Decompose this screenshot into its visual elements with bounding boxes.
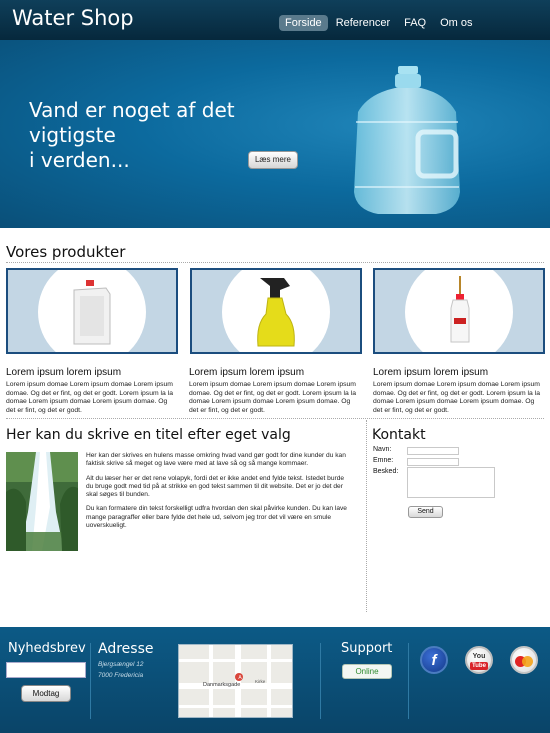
content-divider [6, 418, 544, 419]
svg-text:A: A [238, 675, 242, 681]
products-divider [6, 262, 544, 263]
mastercard-orange-circle [522, 656, 533, 667]
main-nav [279, 15, 481, 31]
address-text [98, 659, 144, 681]
canister-icon [68, 280, 118, 346]
read-more-button[interactable]: Læs mere [248, 151, 298, 169]
support-title: Support [341, 641, 393, 656]
footer-divider [320, 643, 321, 719]
message-label: Besked: [373, 468, 399, 475]
newsletter-email-input[interactable] [6, 662, 86, 678]
spray-bottle-icon [250, 274, 302, 350]
article-paragraph-2: Alt du læser her er det rene volapyk, fordi det er ikke andet end fylde tekst. Istedet burde du bruge godt med tid på at strikke en god tekst sammen til dit website. Det er jo det der skal søges til bunden. [86, 474, 345, 499]
map-street-label: Danmarksgade [203, 682, 241, 688]
address-city: 7000 Fredericia [98, 672, 144, 679]
message-field[interactable] [407, 467, 495, 498]
product-desc-3: Lorem ipsum domae Lorem ipsum domae Lorem ipsum domae. Og det er fint, og det er godt. Lorem ipsum la la domae Lorem ipsum domae Lorem ipsum domae. Og det er fint, og det er godt. [373, 381, 540, 414]
nav-item-forside[interactable]: Forside [279, 15, 328, 31]
facebook-letter: f [431, 652, 437, 669]
newsletter-title: Nyhedsbrev [8, 641, 86, 656]
nav-item-referencer[interactable]: Referencer [335, 17, 391, 29]
newsletter-submit-button[interactable]: Modtag [21, 685, 71, 702]
support-online-button[interactable]: Online [342, 664, 392, 679]
waterfall-image [6, 452, 78, 551]
site-logo[interactable]: Water Shop [12, 6, 134, 30]
footer-divider [408, 643, 409, 719]
subject-label: Emne: [373, 457, 394, 464]
footer-divider [90, 643, 91, 719]
products-title: Vores produkter [6, 243, 126, 261]
column-divider [366, 420, 367, 612]
youtube-icon[interactable] [465, 646, 493, 674]
product-card-2[interactable] [190, 268, 362, 354]
top-bar [0, 0, 550, 40]
contact-title: Kontakt [372, 427, 426, 443]
subject-field[interactable] [407, 458, 459, 466]
name-label: Navn: [373, 446, 392, 453]
address-map[interactable] [178, 644, 293, 718]
article-paragraph-1: Her kan der skrives en hulens masse omkring hvad vand gør godt for dine kunder du kan faktisk skrive så meget og lave være med at lave så og så mange kommaer. [86, 452, 346, 468]
nav-item-om-os[interactable]: Om os [440, 17, 473, 29]
product-desc-2: Lorem ipsum domae Lorem ipsum domae Lorem ipsum domae. Og det er fint, og det er godt. Lorem ipsum la la domae Lorem ipsum domae Lorem ipsum domae. Og det er fint, og det er godt. [189, 381, 356, 414]
youtube-tube-label: Tube [470, 662, 488, 670]
article-body [86, 452, 348, 536]
product-card-3[interactable] [373, 268, 545, 354]
product-card-1[interactable] [6, 268, 178, 354]
facebook-icon[interactable] [420, 646, 448, 674]
product-title-3[interactable]: Lorem ipsum lorem ipsum [373, 367, 489, 378]
address-title: Adresse [98, 641, 154, 657]
article-paragraph-3: Du kan formatere din tekst forskelligt udfra hvordan den skal påvirke kunden. Du kan lave mange paragraffer eller bare fylde det hele ud, selvom jeg tror det vil være en smule uoverskueligt. [86, 505, 347, 530]
hero-line-1: Vand er noget af det vigtigste [29, 98, 235, 147]
youtube-you-label: You [472, 653, 486, 660]
nav-item-faq[interactable]: FAQ [404, 17, 427, 29]
dispenser-bottle-icon [447, 274, 473, 344]
product-desc-1: Lorem ipsum domae Lorem ipsum domae Lorem ipsum domae. Og det er fint, og det er godt. Lorem ipsum la la domae Lorem ipsum domae Lorem ipsum domae. Og det er fint, og det er godt. [6, 381, 173, 414]
water-jug-image [348, 62, 466, 222]
article-title: Her kan du skrive en titel efter eget valg [6, 427, 291, 443]
send-button[interactable]: Send [408, 506, 443, 518]
name-field[interactable] [407, 447, 459, 455]
hero-line-2: i verden... [29, 148, 130, 172]
product-title-1[interactable]: Lorem ipsum lorem ipsum [6, 367, 122, 378]
map-place-label: Kirke [255, 679, 266, 684]
address-street: Bjergsængel 12 [98, 661, 144, 668]
mastercard-icon[interactable] [510, 646, 538, 674]
product-title-2[interactable]: Lorem ipsum lorem ipsum [189, 367, 305, 378]
hero-banner [0, 40, 550, 228]
